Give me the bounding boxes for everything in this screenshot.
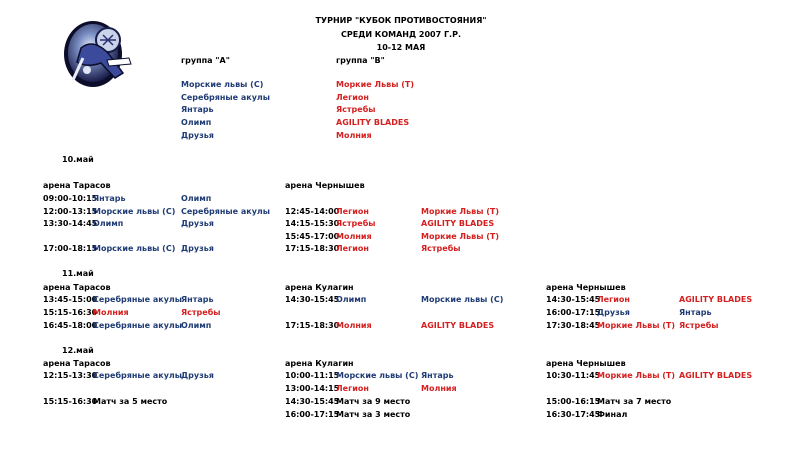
game-time: 10:30-11:45 [546,371,601,380]
game-time: 17:30-18:45 [546,321,601,330]
game-away-team: Молния [421,384,457,393]
game-home-team: Олимп [93,219,124,228]
game-away-team: AGILITY BLADES [421,321,495,330]
arena-label: арена Тарасов [43,359,111,368]
game-time: 15:15-16:30 [43,397,98,406]
game-time: 12:00-13:15 [43,207,98,216]
game-time: 16:45-18:00 [43,321,98,330]
group-a-team: Серебряные акулы [181,93,271,102]
arena-label: арена Кулагин [285,283,354,292]
game-away-team: Друзья [181,371,214,380]
group-a-team: Морские львы (С) [181,80,264,89]
game-time: 13:45-15:00 [43,295,98,304]
group-b-team: Ястребы [336,105,376,114]
game-away-team: Морские львы (С) [421,295,504,304]
game-home-team: Друзья [597,308,630,317]
arena-label: арена Чернышев [546,359,626,368]
title-line-1: ТУРНИР "КУБОК ПРОТИВОСТОЯНИЯ" [315,16,487,25]
game-away-team: Моркие Львы (Т) [421,232,499,241]
game-home-team: Морские львы (С) [336,371,419,380]
game-placement-match: Матч за 3 место [336,410,411,419]
game-placement-match: Матч за 7 место [597,397,672,406]
game-away-team: Ястребы [181,308,221,317]
game-home-team: Серебряные акулы [93,295,183,304]
arena-label: арена Чернышев [546,283,626,292]
group-b-title: группа "В" [336,56,385,65]
game-time: 10:00-11:15 [285,371,340,380]
game-away-team: Янтарь [679,308,712,317]
game-away-team: Друзья [181,219,214,228]
game-time: 13:00-14:15 [285,384,340,393]
game-away-team: Янтарь [421,371,454,380]
day-label: 12.май [62,346,94,355]
game-time: 16:00-17:15 [546,308,601,317]
game-time: 15:15-16:30 [43,308,98,317]
game-time: 09:00-10:15 [43,194,98,203]
game-home-team: Моркие Львы (Т) [597,371,675,380]
game-away-team: AGILITY BLADES [679,371,753,380]
game-time: 16:30-17:45 [546,410,601,419]
game-home-team: Легион [336,244,369,253]
game-time: 17:15-18:30 [285,244,340,253]
title-line-3: 10-12 МАЯ [376,43,426,52]
group-a-team: Друзья [181,131,214,140]
game-away-team: Олимп [181,321,212,330]
game-away-team: Олимп [181,194,212,203]
game-home-team: Морские львы (С) [93,244,176,253]
game-time: 14:15-15:30 [285,219,340,228]
game-away-team: AGILITY BLADES [421,219,495,228]
game-home-team: Ястребы [336,219,376,228]
game-home-team: Серебряные акулы [93,371,183,380]
group-a-title: группа "А" [181,56,230,65]
game-time: 17:15-18:30 [285,321,340,330]
day-label: 10.май [62,155,94,164]
game-home-team: Моркие Львы (Т) [597,321,675,330]
game-time: 12:45-14:00 [285,207,340,216]
game-time: 15:00-16:15 [546,397,601,406]
arena-label: арена Тарасов [43,283,111,292]
game-time: 14:30-15:45 [546,295,601,304]
group-b-team: Моркие Львы (Т) [336,80,414,89]
arena-label: арена Кулагин [285,359,354,368]
game-time: 16:00-17:15 [285,410,340,419]
game-home-team: Легион [597,295,630,304]
arena-label: арена Чернышев [285,181,365,190]
game-time: 17:00-18:15 [43,244,98,253]
game-home-team: Молния [336,232,372,241]
game-away-team: Ястребы [421,244,461,253]
game-home-team: Морские львы (С) [93,207,176,216]
game-home-team: Молния [336,321,372,330]
game-time: 14:30-15:45 [285,295,340,304]
game-home-team: Легион [336,207,369,216]
game-placement-match: Матч за 5 место [93,397,168,406]
game-time: 14:30-15:45 [285,397,340,406]
group-b-team: Молния [336,131,372,140]
group-b-team: Легион [336,93,369,102]
group-b-team: AGILITY BLADES [336,118,410,127]
day-label: 11.май [62,269,94,278]
game-time: 12:15-13:30 [43,371,98,380]
game-away-team: Друзья [181,244,214,253]
group-a-team: Олимп [181,118,212,127]
game-away-team: Ястребы [679,321,719,330]
game-home-team: Молния [93,308,129,317]
game-time: 15:45-17:00 [285,232,340,241]
game-home-team: Легион [336,384,369,393]
arena-label: арена Тарасов [43,181,111,190]
game-placement-match: Матч за 9 место [336,397,411,406]
game-home-team: Олимп [336,295,367,304]
title-line-2: СРЕДИ КОМАНД 2007 Г.Р. [341,30,461,39]
game-away-team: Серебряные акулы [181,207,271,216]
group-a-team: Янтарь [181,105,214,114]
game-away-team: Моркие Львы (Т) [421,207,499,216]
game-home-team: Янтарь [93,194,126,203]
game-home-team: Серебряные акулы [93,321,183,330]
game-time: 13:30-14:45 [43,219,98,228]
game-final-match: Финал [597,410,628,419]
game-away-team: AGILITY BLADES [679,295,753,304]
game-away-team: Янтарь [181,295,214,304]
hockey-player-logo-icon [63,18,135,88]
